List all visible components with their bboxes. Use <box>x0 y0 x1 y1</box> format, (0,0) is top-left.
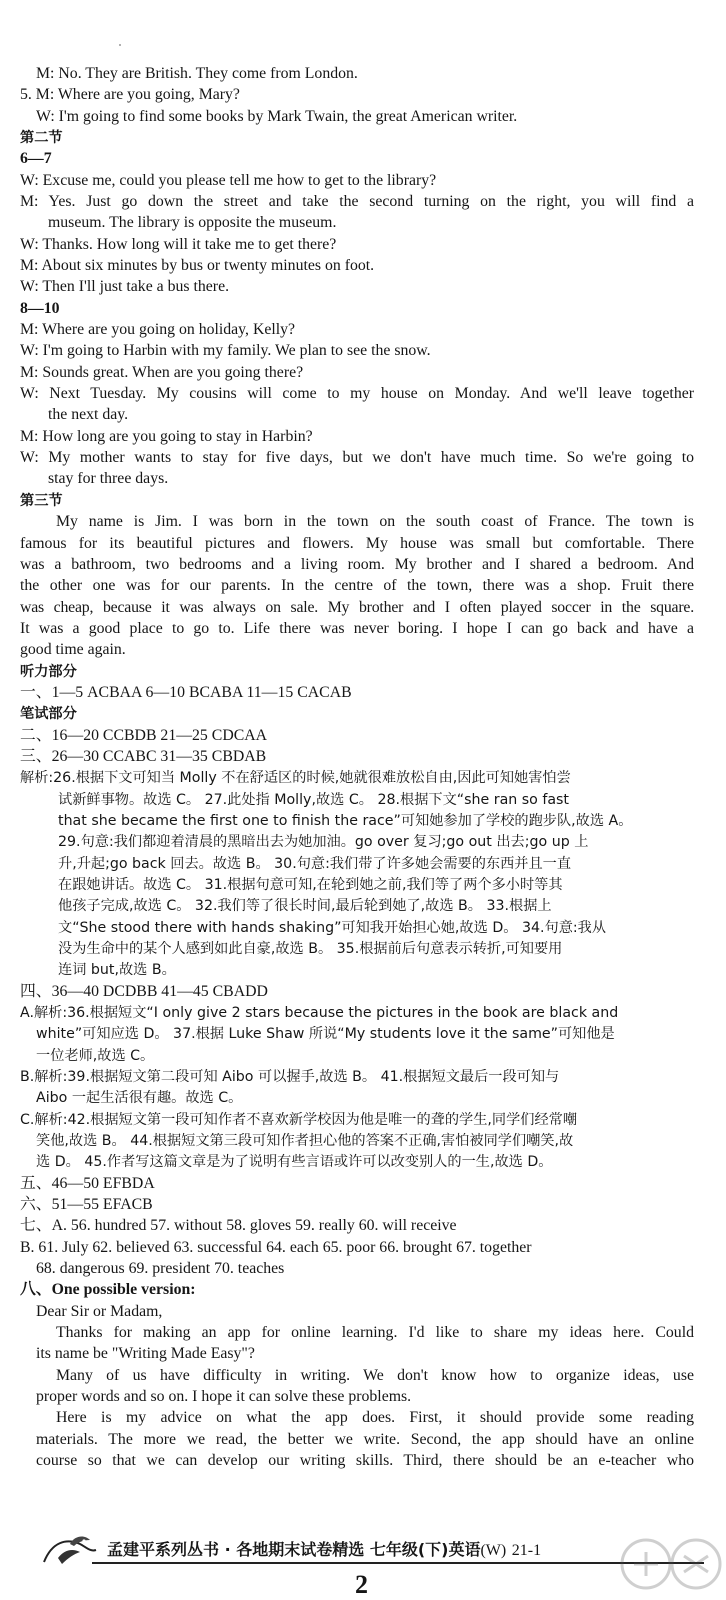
answer-line: 68. dangerous 69. president 70. teaches <box>36 1260 285 1277</box>
line: M: Where are you going on holiday, Kelly? <box>20 321 296 338</box>
edition-mark: (W) <box>480 1542 507 1559</box>
answer-line: 一、1—5 ACBAA 6—10 BCABA 11—15 CACAB <box>20 684 352 701</box>
answer-line: 七、A. 56. hundred 57. without 58. gloves 59. really 60. will receive <box>20 1217 457 1234</box>
line: W: My mother wants to stay for five days, but we don't have much time. So we're going to <box>20 449 694 466</box>
scan-speck <box>119 44 121 46</box>
section-heading: 第三节 <box>20 493 63 509</box>
footer-caption <box>107 1537 541 1560</box>
letter-line: its name be "Writing Made Easy"? <box>36 1345 255 1362</box>
explanation-line: that she became the first one to finish the race”可知她参加了学校的跑步队,故选 A。 <box>58 813 633 829</box>
answer-line: B. 61. July 62. believed 63. successful 64. each 65. poor 66. brought 67. together <box>20 1239 532 1256</box>
line: the other one was for our parents. In the centre of the town, there was a shop. Fruit there <box>20 577 694 594</box>
explanation-line: B.解析:39.根据短文第二段可知 Aibo 可以握手,故选 B。 41.根据短文最后一段可知与 <box>20 1069 560 1085</box>
line: museum. The library is opposite the museum. <box>48 214 337 231</box>
answer-line: 三、26—30 CCABC 31—35 CBDAB <box>20 748 267 765</box>
explanation-line: 文“She stood there with hands shaking”可知我开始担心她,故选 D。 34.句意:我从 <box>58 920 607 936</box>
explanation-line: 没为生命中的某个人感到如此自豪,故选 B。 35.根据前后句意表示转折,可知要用 <box>58 941 563 957</box>
page-code: 21-1 <box>511 1542 542 1559</box>
page-footer <box>0 1532 726 1600</box>
letter-line: Dear Sir or Madam, <box>36 1303 163 1320</box>
letter-line: proper words and so on. I hope it can solve these problems. <box>36 1388 412 1405</box>
letter-line: Many of us have difficulty in writing. We don't know how to organize ideas, use <box>56 1367 694 1384</box>
answer-line: 四、36—40 DCDBB 41—45 CBADD <box>20 983 268 1000</box>
explanation-line: 试新鲜事物。故选 C。 27.此处指 Molly,故选 C。 28.根据下文“she ran so fast <box>58 792 569 808</box>
line: stay for three days. <box>48 470 169 487</box>
explanation-line: 一位老师,故选 C。 <box>36 1048 155 1064</box>
explanation-line: C.解析:42.根据短文第一段可知作者不喜欢新学校因为他是唯一的聋的学生,同学们经常嘲 <box>20 1112 578 1128</box>
explanation-line: 笑他,故选 B。 44.根据短文第三段可知作者担心他的答案不正确,害怕被同学们嘲笑,故 <box>36 1133 574 1149</box>
line: was a bathroom, two bedrooms and a living room. My brother and I shared a bedroom. And <box>20 556 694 573</box>
explanation-line: Aibo 一起生活很有趣。故选 C。 <box>36 1090 243 1106</box>
answer-line: 六、51—55 EFACB <box>20 1196 153 1213</box>
line: My name is Jim. I was born in the town on the south coast of France. The town is <box>56 513 694 530</box>
explanation-line: A.解析:36.根据短文“I only give 2 stars because the pictures in the book are black and <box>20 1005 619 1021</box>
section-heading: 第二节 <box>20 130 63 146</box>
grade-subject: 七年级(下)英语 <box>369 1540 481 1559</box>
answer-line: 五、46—50 EFBDA <box>20 1175 155 1192</box>
publisher-logo-icon <box>40 1532 100 1570</box>
explanation-line: 29.句意:我们都迎着清晨的黑暗出去为她加油。go over 复习;go out 出去;go up 上 <box>58 834 589 850</box>
explanation-line: white”可知应选 D。 37.根据 Luke Shaw 所说“My students love it the same”可知他是 <box>36 1026 615 1042</box>
watermark-stamp-icon <box>616 1534 726 1596</box>
line: W: Excuse me, could you please tell me how to get to the library? <box>20 172 437 189</box>
answer-line: 二、16—20 CCBDB 21—25 CDCAA <box>20 727 268 744</box>
line: It was a good place to go to. Life there was never boring. I hope I can go back and have a <box>20 620 694 637</box>
explanation-line: 升,升起;go back 回去。故选 B。 30.句意:我们带了许多她会需要的东西并且一直 <box>58 856 572 872</box>
line: 5. M: Where are you going, Mary? <box>20 86 240 103</box>
line: M: Yes. Just go down the street and take the second turning on the right, you will find a <box>20 193 694 210</box>
series-title: 孟建平系列丛书 · 各地期末试卷精选 <box>107 1540 365 1559</box>
part-heading: 听力部分 <box>20 664 77 680</box>
line: M: How long are you going to stay in Harbin? <box>20 428 313 445</box>
line: M: About six minutes by bus or twenty minutes on foot. <box>20 257 375 274</box>
line: the next day. <box>48 406 129 423</box>
explanation-line: 连词 but,故选 B。 <box>58 962 176 978</box>
letter-line: course so that we can develop our writing skills. Third, there should be an e-teacher who <box>36 1452 694 1469</box>
line: W: Thanks. How long will it take me to get there? <box>20 236 337 253</box>
part-heading: 笔试部分 <box>20 706 77 722</box>
letter-line: materials. The more we read, the better we write. Second, the app should have an online <box>36 1431 694 1448</box>
explanation-line: 他孩子完成,故选 C。 32.我们等了很长时间,最后轮到她了,故选 B。 33.根据上 <box>58 898 552 914</box>
line: was cheap, because it was always on sale. My brother and I often played soccer in the square. <box>20 599 694 616</box>
part-heading: 八、One possible version: <box>20 1281 196 1298</box>
explanation-line: 在跟她讲话。故选 C。 31.根据句意可知,在轮到她之前,我们等了两个多小时等其 <box>58 877 563 893</box>
letter-line: Thanks for making an app for online learning. I'd like to share my ideas here. Could <box>56 1324 694 1341</box>
question-range: 6—7 <box>20 150 52 167</box>
line: M: Sounds great. When are you going there? <box>20 364 304 381</box>
explanation-line: 解析:26.根据下文可知当 Molly 不在舒适区的时候,她就很难放松自由,因此可知她害怕尝 <box>20 770 571 786</box>
line: W: Then I'll just take a bus there. <box>20 278 230 295</box>
question-range: 8—10 <box>20 300 60 317</box>
footer-rule <box>92 1562 704 1564</box>
line: M: No. They are British. They come from London. <box>36 65 358 82</box>
line: W: Next Tuesday. My cousins will come to my house on Monday. And we'll leave together <box>20 385 694 402</box>
line: famous for its beautiful pictures and flowers. My house was small but comfortable. There <box>20 535 694 552</box>
line: W: I'm going to find some books by Mark Twain, the great American writer. <box>36 108 518 125</box>
letter-line: Here is my advice on what the app does. First, it should provide some reading <box>56 1409 694 1426</box>
line: good time again. <box>20 641 126 658</box>
page-number: 2 <box>355 1570 368 1599</box>
explanation-line: 选 D。 45.作者写这篇文章是为了说明有些言语或许可以改变别人的一生,故选 D。 <box>36 1154 553 1170</box>
line: W: I'm going to Harbin with my family. We plan to see the snow. <box>20 342 431 359</box>
